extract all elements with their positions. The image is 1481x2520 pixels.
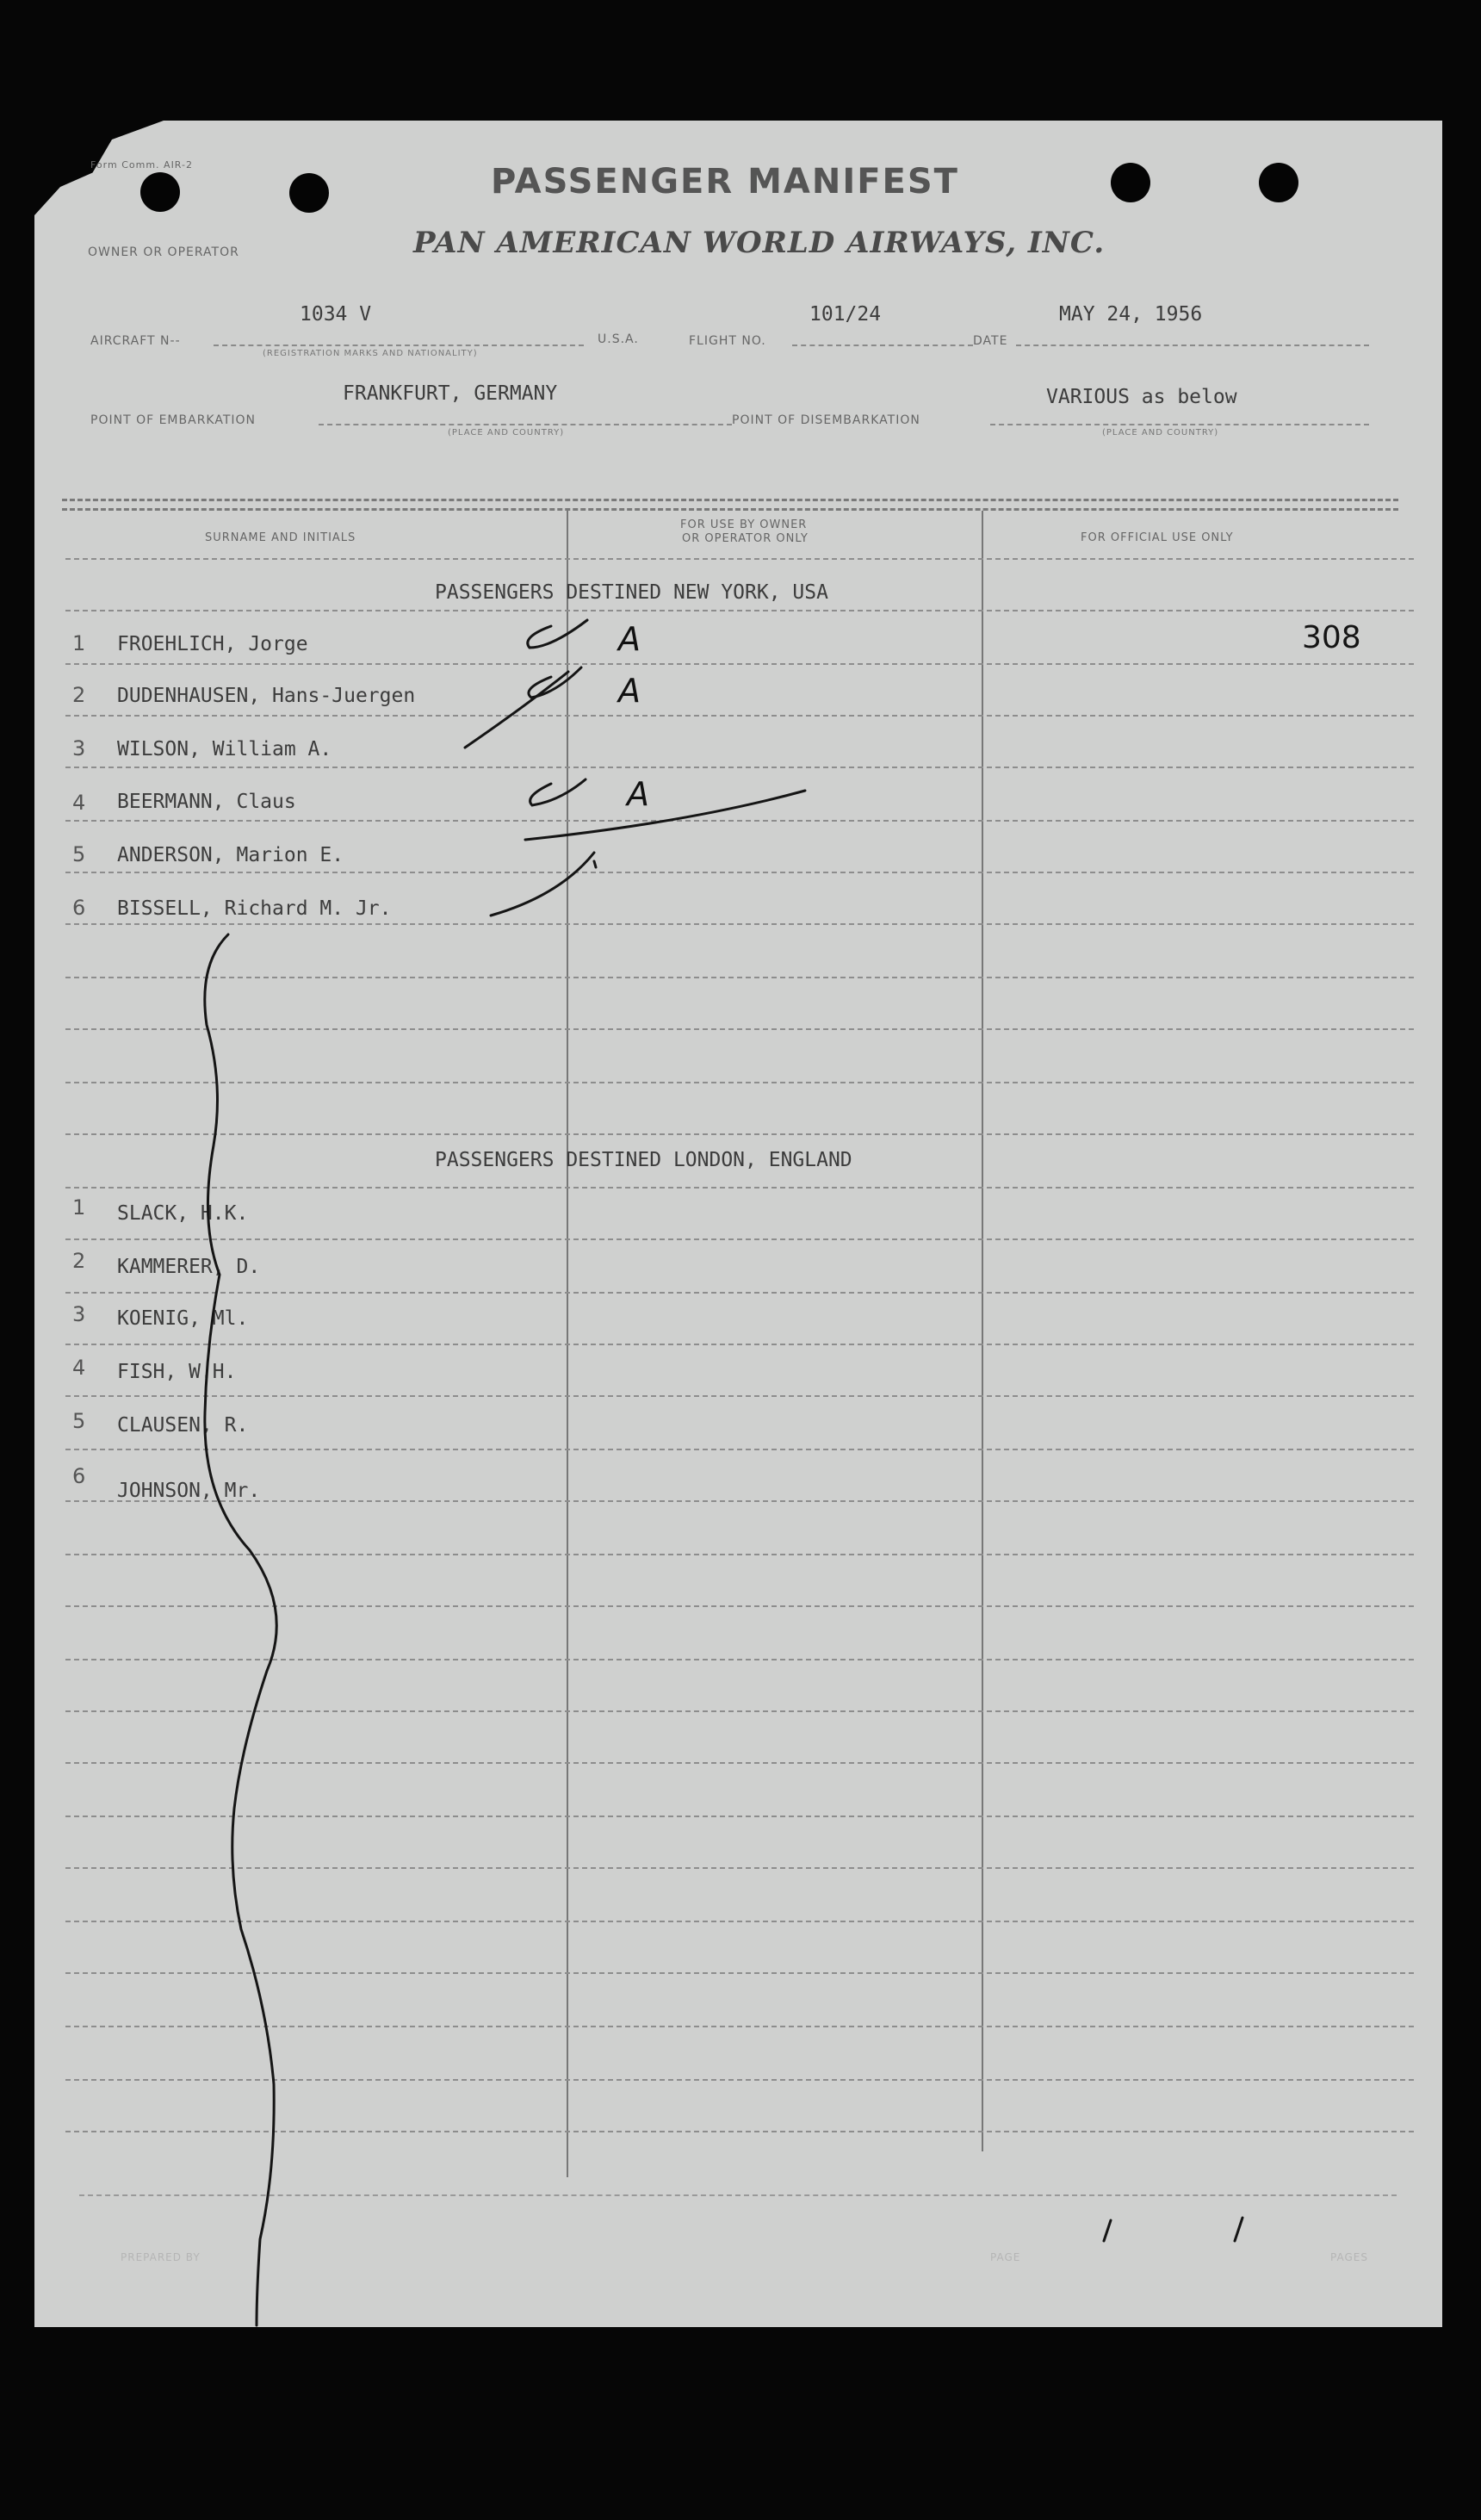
aircraft-sub: (REGISTRATION MARKS AND NATIONALITY): [263, 349, 478, 358]
form-code: Form Comm. AIR-2: [90, 159, 193, 171]
pages-label: PAGES: [1330, 2251, 1368, 2263]
disembark-value: VARIOUS as below: [1046, 386, 1237, 408]
row-number: 1: [72, 631, 86, 655]
flight-label: FLIGHT NO.: [689, 334, 766, 348]
ny-mark-1: A: [618, 620, 641, 658]
tick-line: [594, 861, 596, 867]
passenger-name: SLACK, H.K.: [117, 1202, 249, 1225]
section-heading-ny: PASSENGERS DESTINED NEW YORK, USA: [435, 581, 828, 604]
flight-value: 101/24: [809, 303, 882, 326]
passenger-name: KOENIG, Ml.: [117, 1307, 249, 1330]
margin-wavy-line: [205, 934, 276, 2325]
passenger-name: DUDENHAUSEN, Hans-Juergen: [117, 685, 416, 707]
disembark-label: POINT OF DISEMBARKATION: [732, 413, 920, 427]
row-number: 4: [72, 1356, 86, 1380]
check-mark: [528, 620, 587, 648]
col-surname-header: SURNAME AND INITIALS: [205, 531, 356, 544]
airline-name: PAN AMERICAN WORLD AIRWAYS, INC.: [413, 226, 1106, 260]
embark-label: POINT OF EMBARKATION: [90, 413, 257, 427]
row-number: 3: [72, 736, 86, 760]
strike-line: [465, 672, 568, 748]
strike-line: [525, 791, 805, 840]
col-official-header: FOR OFFICIAL USE ONLY: [1081, 531, 1234, 544]
date-label: DATE: [973, 334, 1008, 348]
row-number: 1: [72, 1195, 86, 1220]
strike-line: [491, 853, 594, 916]
passenger-name: FROEHLICH, Jorge: [117, 633, 308, 655]
usa-label: U.S.A.: [598, 332, 639, 346]
row-number: 4: [72, 791, 86, 815]
row-number: 3: [72, 1302, 86, 1326]
check-mark: [530, 779, 586, 805]
aircraft-label: AIRCRAFT N--: [90, 334, 181, 348]
section-heading-london: PASSENGERS DESTINED LONDON, ENGLAND: [435, 1149, 852, 1171]
passenger-name: FISH, W.H.: [117, 1361, 237, 1383]
row-number: 5: [72, 1409, 86, 1433]
aircraft-value: 1034 V: [300, 303, 372, 326]
row-number: 5: [72, 842, 86, 866]
ny-mark-2: A: [618, 672, 641, 710]
ny-mark-4: A: [627, 775, 649, 813]
row-number: 2: [72, 1249, 86, 1273]
passenger-name: CLAUSEN, R.: [117, 1414, 249, 1437]
passenger-name: JOHNSON, Mr.: [117, 1480, 261, 1502]
embark-value: FRANKFURT, GERMANY: [343, 382, 558, 405]
row-number: 6: [72, 1464, 86, 1488]
embark-sub: (PLACE AND COUNTRY): [448, 428, 565, 438]
disembark-sub: (PLACE AND COUNTRY): [1102, 428, 1219, 438]
date-value: MAY 24, 1956: [1059, 303, 1203, 326]
passenger-name: KAMMERER, D.: [117, 1256, 261, 1278]
passenger-name: BISSELL, Richard M. Jr.: [117, 897, 392, 920]
page-slash: [1104, 2220, 1111, 2241]
row-number: 6: [72, 896, 86, 920]
prepared-by-label: PREPARED BY: [121, 2251, 201, 2263]
col-owner-header-1: FOR USE BY OWNER: [680, 518, 808, 531]
col-owner-header-2: OR OPERATOR ONLY: [682, 532, 809, 545]
passenger-name: ANDERSON, Marion E.: [117, 844, 344, 866]
page-label: PAGE: [990, 2251, 1021, 2263]
official-number: 308: [1302, 620, 1361, 655]
page-title: PASSENGER MANIFEST: [491, 162, 959, 202]
footer-rule: [79, 2194, 1397, 2196]
owner-label: OWNER OR OPERATOR: [88, 245, 239, 259]
row-number: 2: [72, 683, 86, 707]
passenger-name: BEERMANN, Claus: [117, 791, 296, 813]
passenger-name: WILSON, William A.: [117, 738, 332, 760]
page-slash: [1235, 2218, 1242, 2241]
